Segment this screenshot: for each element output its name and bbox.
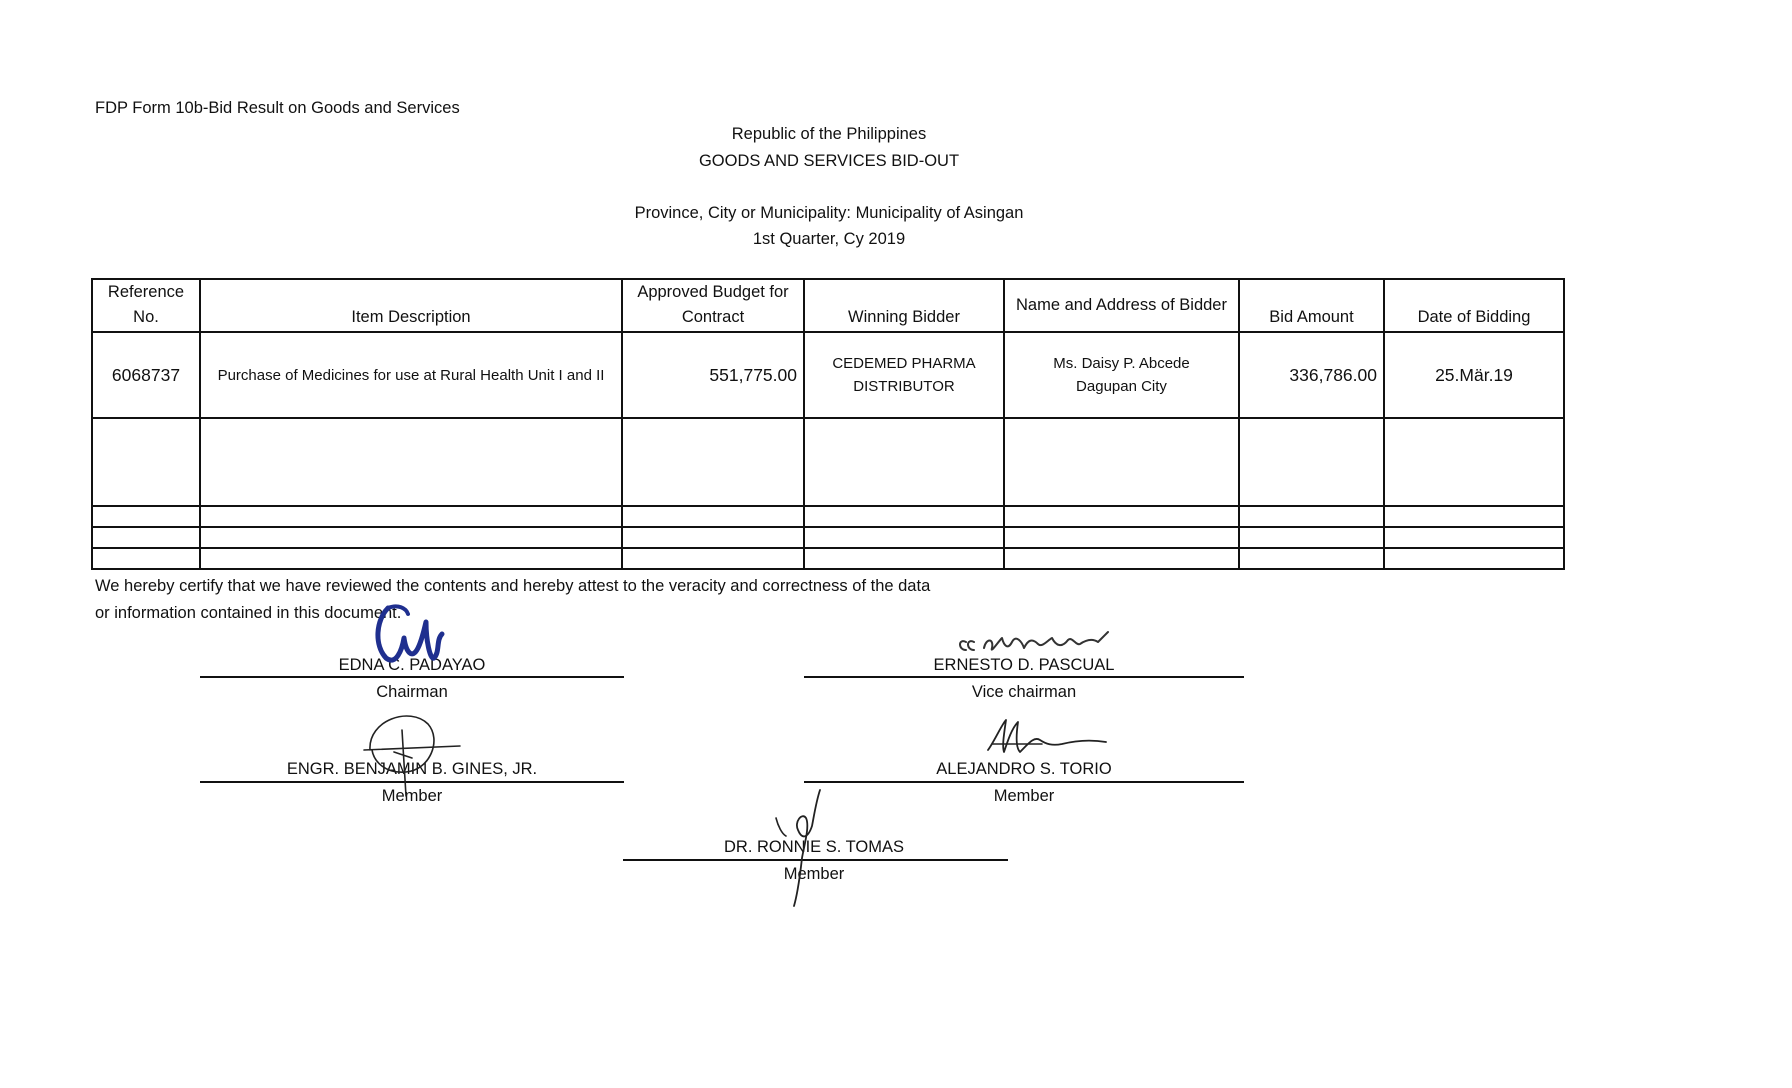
member-2-signature (982, 714, 1112, 764)
cell-bidder-name-address (1004, 332, 1239, 418)
member-1-role: Member (381, 787, 443, 805)
member-3-name: DR. RONNIE S. TOMAS (723, 838, 905, 856)
table-row-empty (92, 506, 1564, 527)
bidder-address: Dagupan City (1076, 378, 1167, 395)
header-country: Republic of the Philippines (731, 125, 927, 143)
table-row-empty (92, 548, 1564, 569)
vice-chairman-role: Vice chairman (971, 683, 1077, 701)
certification-line-2: or information contained in this document. (95, 604, 402, 622)
col-header-bid-amount: Bid Amount (1239, 279, 1384, 332)
table-header-row (92, 279, 1564, 332)
col-header-bidder-name-address: Name and Address of Bidder (1004, 279, 1239, 332)
member-3-role: Member (783, 865, 845, 883)
chairman-name: EDNA C. PADAYAO (338, 656, 486, 674)
cell-bid-amount: 336,786.00 (1239, 332, 1384, 418)
signature-line-member-2 (804, 781, 1244, 783)
signature-line-vice-chairman (804, 676, 1244, 678)
col-header-approved-budget: Approved Budget for Contract (622, 279, 804, 332)
col-header-reference-no: Reference No. (92, 279, 200, 332)
table-row-empty (92, 418, 1564, 506)
member-3-signature (758, 786, 848, 910)
cell-date-of-bidding: 25.Mär.19 (1384, 332, 1564, 418)
certification-line-1: We hereby certify that we have reviewed the contents and hereby attest to the veracity and correctness of the data (95, 577, 931, 595)
col-header-winning-bidder: Winning Bidder (804, 279, 1004, 332)
table-row (92, 332, 1564, 418)
cell-reference-no: 6068737 (92, 332, 200, 418)
member-2-role: Member (993, 787, 1055, 805)
col-header-item-description: Item Description (200, 279, 622, 332)
vice-chairman-name: ERNESTO D. PASCUAL (933, 656, 1115, 674)
member-1-signature (350, 700, 470, 800)
signature-line-chairman (200, 676, 624, 678)
bid-result-table (91, 278, 1565, 570)
cell-approved-budget: 551,775.00 (622, 332, 804, 418)
header-period: 1st Quarter, Cy 2019 (752, 230, 906, 248)
header-locality: Province, City or Municipality: Municipality of Asingan (634, 204, 1024, 222)
header-title: GOODS AND SERVICES BID-OUT (698, 152, 960, 170)
col-header-date-of-bidding: Date of Bidding (1384, 279, 1564, 332)
member-1-name: ENGR. BENJAMIN B. GINES, JR. (286, 760, 538, 778)
vice-chairman-signature (952, 620, 1122, 660)
chairman-signature (368, 600, 458, 675)
form-id: FDP Form 10b-Bid Result on Goods and Services (95, 99, 460, 117)
bidder-name: Ms. Daisy P. Abcede (1053, 355, 1190, 372)
member-2-name: ALEJANDRO S. TORIO (936, 760, 1112, 778)
chairman-role: Chairman (376, 683, 448, 701)
table-row-empty (92, 527, 1564, 548)
cell-winning-bidder: CEDEMED PHARMA DISTRIBUTOR (804, 332, 1004, 418)
cell-item-description: Purchase of Medicines for use at Rural Health Unit I and II (200, 332, 622, 418)
